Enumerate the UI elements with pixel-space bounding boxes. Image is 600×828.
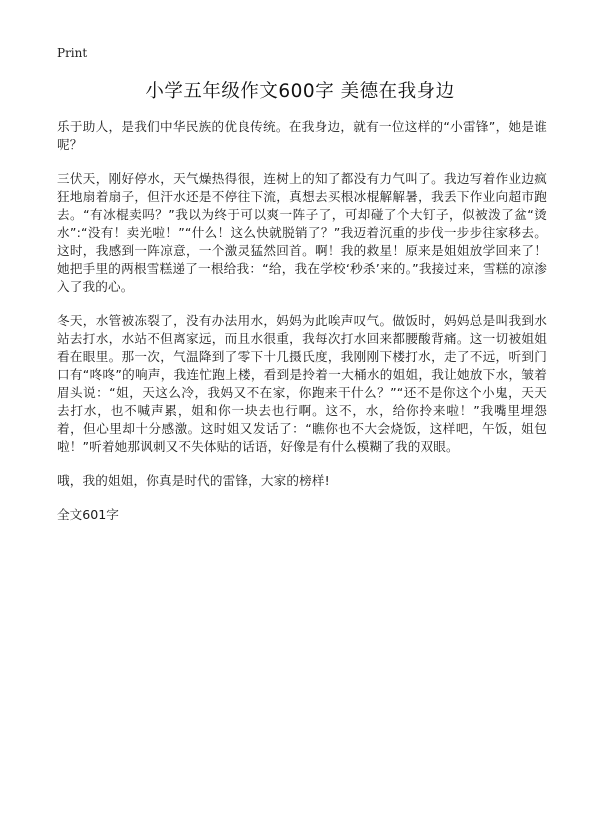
paragraph-summer: 三伏天，刚好停水，天气燥热得很，连树上的知了都没有力气叫了。我边写着作业边疯狂地扇着扇子，但汗水还是不停往下流，真想去买根冰棍解解暑，我丢下作业向超市跑去。“有冰棍卖吗？”我以为终于可以爽一阵子了，可却碰了个大钉子，似被泼了盆“烫水”:“没有！卖光啦！”“什么！这么快就脱销了？”我迈着沉重的步伐一步步往家移去。这时，我感到一阵凉意，一个激灵猛然回首。啊！我的救星！原来是姐姐放学回来了！她把手里的两根雪糕递了一根给我：“给，我在学校‘秒杀’来的。”我接过来，雪糕的凉渗入了我的心。 — [57, 171, 547, 294]
print-link[interactable]: Print — [57, 46, 88, 60]
article-title: 小学五年级作文600字 美德在我身边 — [145, 81, 455, 102]
paragraph-conclusion: 哦，我的姐姐，你真是时代的雷锋，大家的榜样! — [57, 473, 330, 488]
paragraph-winter: 冬天，水管被冻裂了，没有办法用水，妈妈为此唉声叹气。做饭时，妈妈总是叫我到水站去打水，水站不但离家远，而且水很重，我每次打水回来都腰酸背痛。这一切被姐姐看在眼里。那一次，气温降到了零下十几摄氏度，我刚刚下楼打水，走了不远，听到门口有“咚咚”的响声，我连忙跑上楼，看到是拎着一大桶水的姐姐，我让她放下水，皱着眉头说：“姐，天这么冷，我妈又不在家，你跑来干什么？”“还不是你这个小鬼，天天去打水，也不喊声累，姐和你一块去也行啊。这不，水，给你拎来啦！”我嘴里埋怨着，但心里却十分感激。这时姐又发话了：“瞧你也不大会烧饭，这样吧，午饭，姐包啦！”听着她那讽刺又不失体贴的话语，好像是有什么模糊了我的双眼。 — [57, 313, 547, 454]
paragraph-intro: 乐于助人，是我们中华民族的优良传统。在我身边，就有一位这样的“小雷锋”，她是谁呢？ — [57, 119, 547, 152]
word-count: 全文601字 — [57, 507, 119, 522]
article-body — [57, 118, 547, 524]
